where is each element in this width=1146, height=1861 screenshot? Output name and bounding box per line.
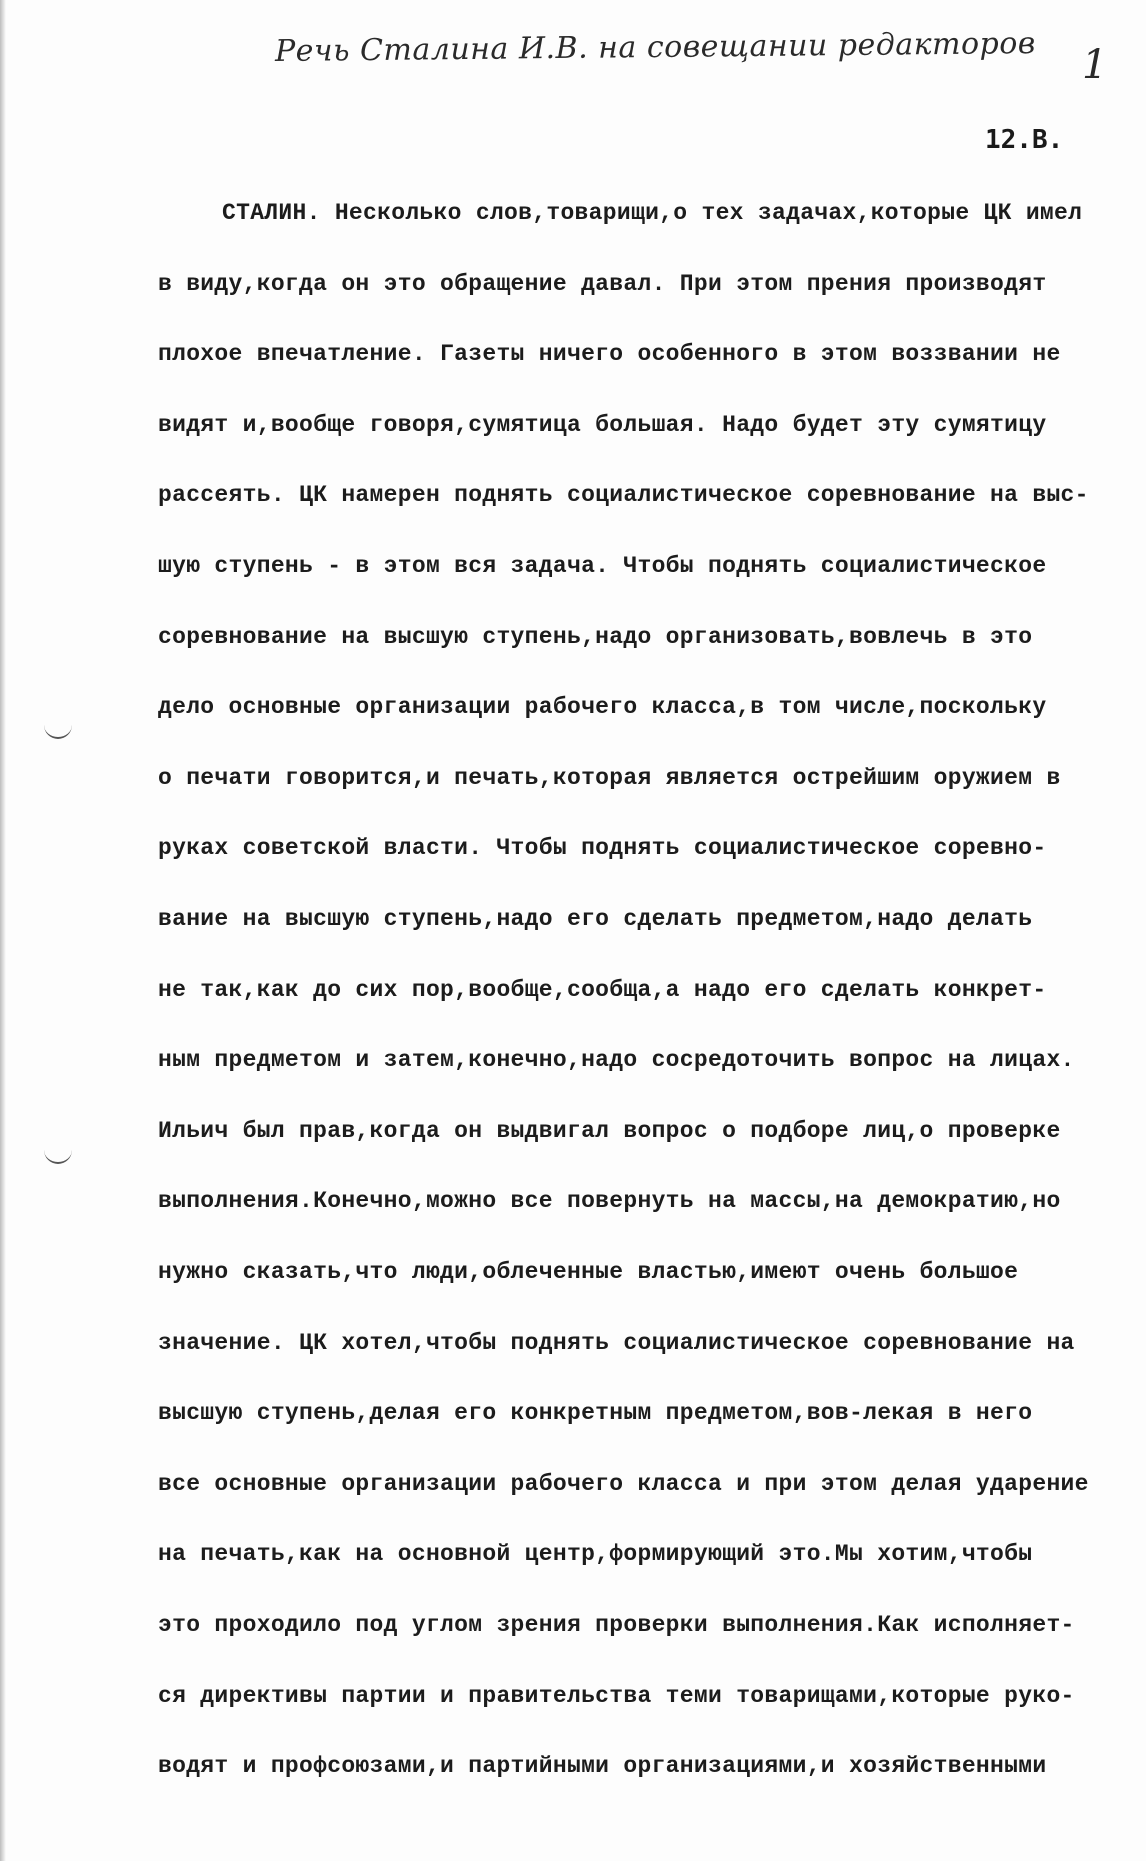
punch-hole-mark [44, 1148, 72, 1164]
text-line: это проходило под углом зрения проверки выполнения.Как исполняет- [158, 1612, 1075, 1638]
text-line: видят и,вообще говоря,сумятица большая. Надо будет эту сумятицу [158, 411, 1047, 438]
text-line: соревнование на высшую ступень,надо организовать,вовлечь в это [158, 623, 1033, 650]
text-line: ным предметом и затем,конечно,надо сосредоточить вопрос на лицах. [158, 1047, 1075, 1074]
text-line: вание на высшую ступень,надо его сделать предметом,надо делать [158, 906, 1033, 932]
text-line: водят и профсоюзами,и партийными организациями,и хозяйственными [158, 1753, 1047, 1780]
text-line: руках советской власти. Чтобы поднять социалистическое соревно- [158, 835, 1047, 862]
text-line: на печать,как на основной центр,формирующий это.Мы хотим,чтобы [158, 1541, 1033, 1568]
text-line: Ильич был прав,когда он выдвигал вопрос о подборе лиц,о проверке [158, 1117, 1061, 1144]
punch-hole-mark [44, 723, 72, 739]
text-line: ся директивы партии и правительства теми товарищами,которые руко- [158, 1682, 1075, 1709]
text-line: о печати говорится,и печать,которая является острейшим оружием в [158, 764, 1061, 791]
text-line: дело основные организации рабочего класса,в том числе,поскольку [158, 694, 1047, 721]
text-line: значение. ЦК хотел,чтобы поднять социалистическое соревнование на [158, 1329, 1075, 1356]
handwritten-title: Речь Сталина И.В. на совещании редакторов [274, 26, 1036, 69]
document-reference: 12.В. [985, 125, 1064, 155]
text-line: плохое впечатление. Газеты ничего особенного в этом воззвании не [158, 341, 1061, 368]
handwritten-page-number: 1 [1082, 42, 1108, 88]
text-line: все основные организации рабочего класса и при этом делая ударение [158, 1470, 1089, 1497]
text-line: шую ступень - в этом вся задача. Чтобы поднять социалистическое [158, 553, 1047, 579]
text-line: нужно сказать,что люди,облеченные властью,имеют очень большое [158, 1259, 1019, 1285]
scan-shadow-edge [0, 0, 6, 1861]
text-line: высшую ступень,делая его конкретным предметом,вов-лекая в него [158, 1400, 1033, 1427]
text-line: выполнения.Конечно,можно все повернуть на массы,на демократию,но [158, 1188, 1061, 1215]
text-line: рассеять. ЦК намерен поднять социалистическое соревнование на выс- [158, 482, 1089, 509]
text-line: в виду,когда он это обращение давал. При этом прения производят [158, 270, 1047, 297]
text-line: СТАЛИН. Несколько слов,товарищи,о тех задачах,которые ЦК имел [222, 200, 1083, 226]
text-line: не так,как до сих пор,вообще,сообща,а надо его сделать конкрет- [158, 976, 1047, 1003]
